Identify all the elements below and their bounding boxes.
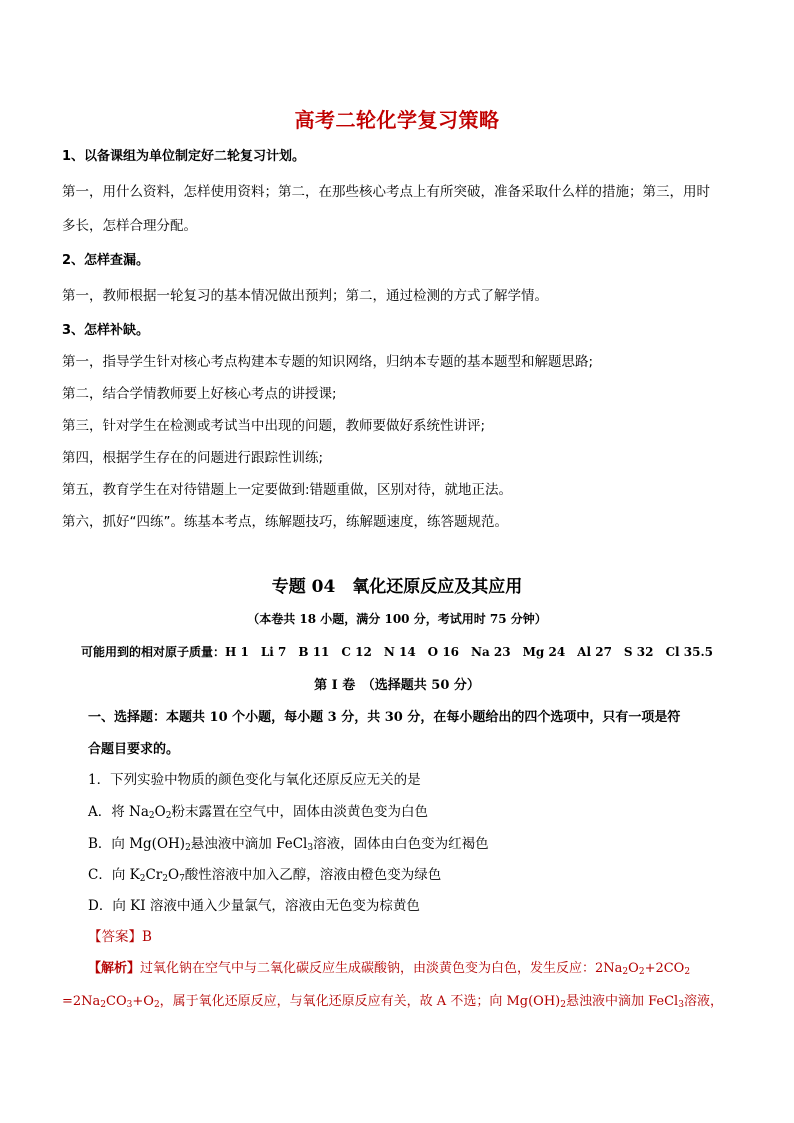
- list-item: 第五，教育学生在对待错题上一定要做到:错题重做，区别对待，就地正法。: [62, 482, 513, 498]
- instructions-a: 一、选择题：本题共 10 个小题，每小题 3 分，共 30 分，在每小题给出的四个选项中，只有一项是符: [88, 710, 681, 725]
- option-b: B．向 $Mg(OH)_2$悬浊液中滴加 FeCl$_3$溶液，固体由白色变为红褐色: [88, 836, 489, 853]
- paragraph-1a: 第一，用什么资料，怎样使用资料；第二，在那些核心考点上有所突破，准备采取什么样的措施；第三，用时: [62, 184, 710, 200]
- topic-title: 专题 04 氧化还原反应及其应用: [271, 577, 523, 597]
- heading-1: 1、以备课组为单位制定好二轮复习计划。: [62, 149, 306, 164]
- analysis-line-2: $=2Na_2CO_3+O_2$，属于氧化还原反应，与氧化还原反应有关，故 A 不选；向 $Mg(OH)_2$悬浊液中滴加 FeCl$_3$溶液，: [62, 994, 723, 1010]
- option-c: C．向 $K_2Cr_2O_7$酸性溶液中加入乙醇，溶液由橙色变为绿色: [88, 867, 442, 884]
- strategy-title: 高考二轮化学复习策略: [294, 108, 500, 132]
- atomic-masses: 可能用到的相对原子质量：H 1 Li 7 B 11 C 12 N 14 O 16 Na 23 Mg 24 Al 27 S 32 Cl 35.5: [81, 645, 713, 659]
- answer-value: B: [142, 929, 152, 945]
- part-heading: 第 I 卷 （选择题共 50 分）: [314, 678, 480, 693]
- heading-3: 3、怎样补缺。: [62, 323, 150, 338]
- question-1: 1．下列实验中物质的颜色变化与氧化还原反应无关的是: [88, 772, 421, 788]
- list-item: 第一，指导学生针对核心考点构建本专题的知识网络，归纳本专题的基本题型和解题思路;: [62, 354, 594, 370]
- option-a: A．将 $Na_2O_2$粉末露置在空气中，固体由淡黄色变为白色: [88, 804, 428, 821]
- list-item: 第四，根据学生存在的问题进行跟踪性训练;: [62, 450, 324, 466]
- paragraph-2: 第一，教师根据一轮复习的基本情况做出预判；第二，通过检测的方式了解学情。: [62, 288, 548, 304]
- option-d: D．向 KI 溶液中通入少量氯气，溶液由无色变为棕黄色: [88, 898, 420, 914]
- answer-tag: 【答案】: [88, 929, 142, 945]
- analysis-line-1: 【解析】过氧化钠在空气中与二氧化碳反应生成碳酸钠，由淡黄色变为白色，发生反应：$2Na_2O_2+2CO_2$: [88, 961, 691, 977]
- exam-info: （本卷共 18 小题，满分 100 分，考试用时 75 分钟）: [247, 612, 547, 626]
- list-item: 第六，抓好“四练”。练基本考点，练解题技巧，练解题速度，练答题规范。: [62, 514, 508, 530]
- answer: [88, 925, 152, 945]
- list-item: 第二，结合学情教师要上好核心考点的讲授课;: [62, 386, 337, 402]
- instructions-b: 合题目要求的。: [88, 742, 180, 757]
- heading-2: 2、怎样查漏。: [62, 253, 150, 268]
- paragraph-1b: 多长，怎样合理分配。: [62, 218, 197, 234]
- list-item: 第三，针对学生在检测或考试当中出现的问题，教师要做好系统性讲评;: [62, 418, 486, 434]
